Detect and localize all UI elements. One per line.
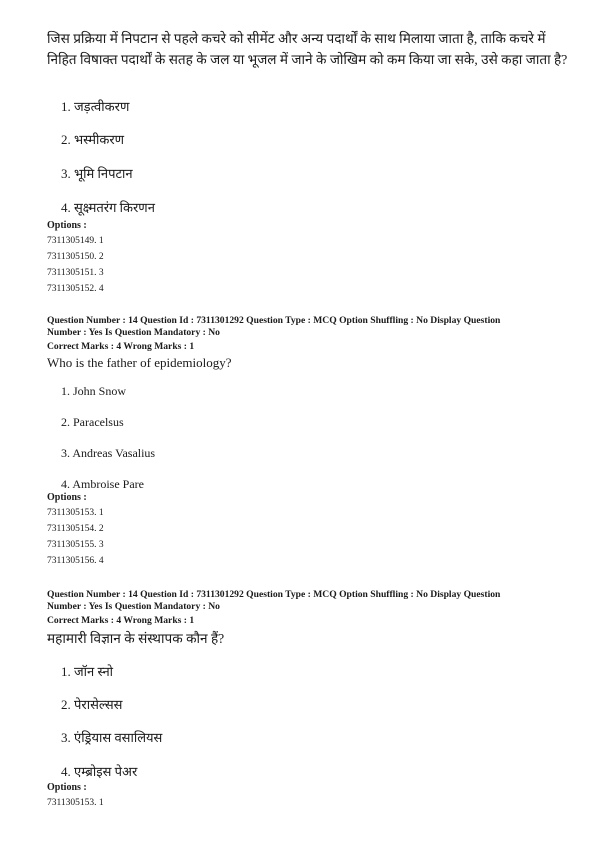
question-meta-line: Number : Yes Is Question Mandatory : No: [47, 327, 220, 338]
option-3: 3. भूमि निपटान: [61, 166, 133, 181]
option-code: 7311305152. 4: [47, 284, 104, 294]
question-meta-line: Question Number : 14 Question Id : 7311301292 Question Type : MCQ Option Shuffling : No Display Question: [47, 315, 501, 326]
option-code: 7311305149. 1: [47, 236, 104, 246]
question-text-hindi: जिस प्रक्रिया में निपटान से पहले कचरे को सीमेंट और अन्य पदार्थों के साथ मिलाया जाता है, ताकि कचरे में निहित विषाक्त पदार्थों के सतह के जल या भूजल में जाने के जोखिम को कम किया जा सके, उसे कहा जाता है?: [47, 31, 568, 67]
option-code: 7311305151. 3: [47, 268, 104, 278]
question-meta-line: Question Number : 14 Question Id : 7311301292 Question Type : MCQ Option Shuffling : No Display Question: [47, 589, 501, 600]
marks-line: Correct Marks : 4 Wrong Marks : 1: [47, 615, 195, 626]
option-4: 4. Ambroise Pare: [61, 477, 144, 491]
option-2: 2. पेरासेल्सस: [61, 697, 123, 712]
options-label: Options :: [47, 492, 87, 503]
option-4: 4. एम्ब्रोइस पेअर: [61, 764, 138, 779]
option-code: 7311305154. 2: [47, 524, 104, 534]
options-label: Options :: [47, 782, 87, 793]
option-1: 1. जॉन स्नो: [61, 664, 114, 679]
option-2: 2. Paracelsus: [61, 415, 124, 429]
marks-line: Correct Marks : 4 Wrong Marks : 1: [47, 341, 195, 352]
option-code: 7311305156. 4: [47, 556, 104, 566]
option-code: 7311305150. 2: [47, 252, 104, 262]
option-1: 1. John Snow: [61, 384, 127, 398]
question-text: Who is the father of epidemiology?: [47, 355, 232, 370]
option-4: 4. सूक्ष्मतरंग किरणन: [61, 200, 155, 215]
option-3: 3. Andreas Vasalius: [61, 446, 156, 460]
option-3: 3. एंड्रियास वसालियस: [61, 730, 163, 745]
question-meta-line: Number : Yes Is Question Mandatory : No: [47, 601, 220, 612]
question-text-hindi: महामारी विज्ञान के संस्थापक कौन हैं?: [47, 631, 225, 646]
option-code: 7311305153. 1: [47, 798, 104, 808]
option-code: 7311305155. 3: [47, 540, 104, 550]
options-label: Options :: [47, 220, 87, 231]
option-1: 1. जड़त्वीकरण: [61, 99, 130, 114]
option-2: 2. भस्मीकरण: [61, 132, 125, 147]
option-code: 7311305153. 1: [47, 508, 104, 518]
